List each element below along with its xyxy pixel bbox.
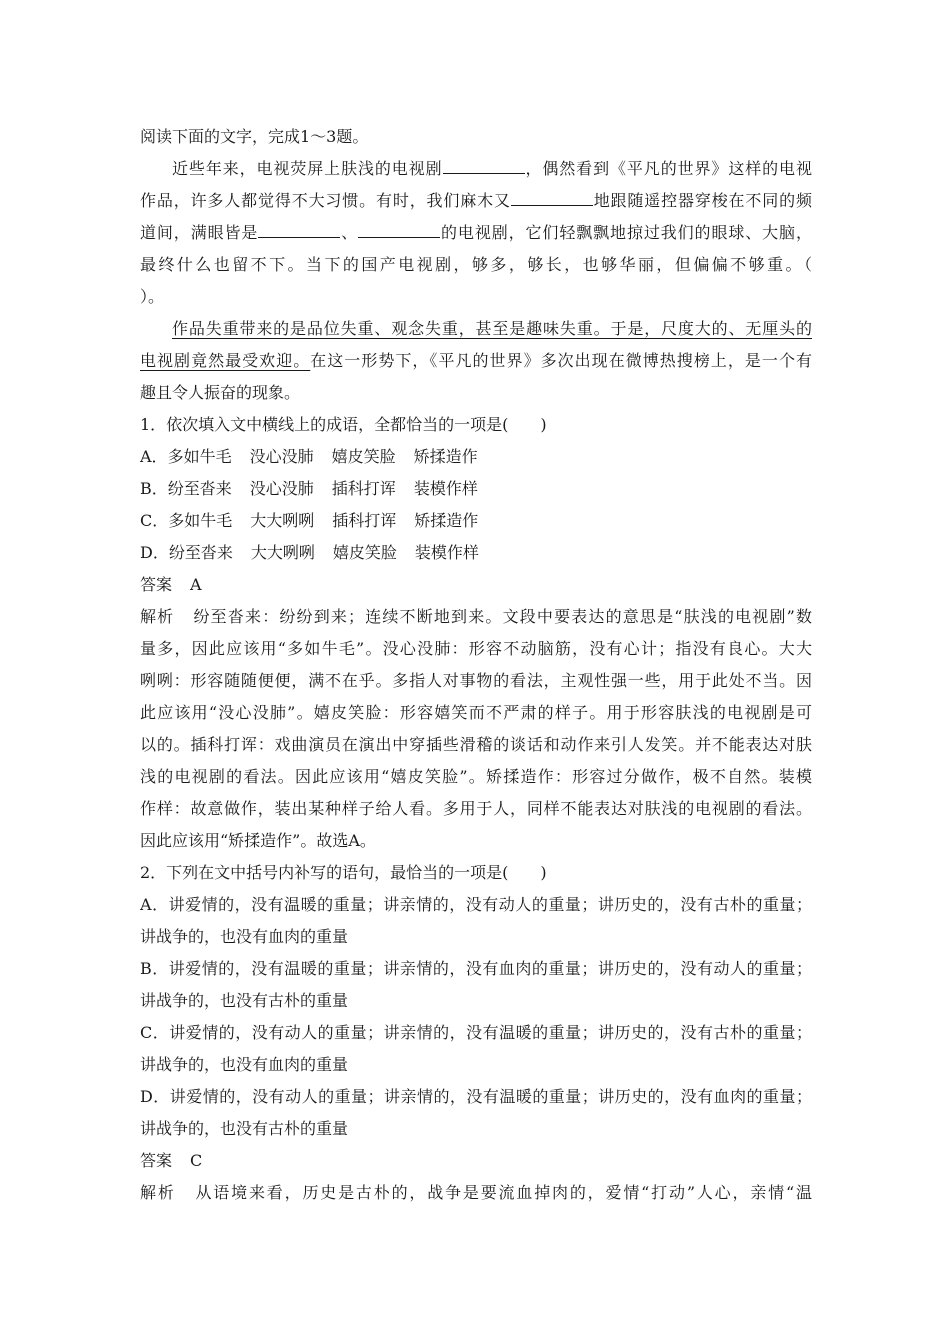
passage-line: 最终什么也留不下。当下的国产电视剧，够多，够长，也够华丽，但偏偏不够重。（ <box>140 255 812 274</box>
option-b: B．讲爱情的，没有温暖的重量；讲亲情的，没有血肉的重量；讲历史的，没有动人的重量； <box>140 959 812 978</box>
passage-text: 近些年来，电视荧屏上肤浅的电视剧 <box>172 159 443 178</box>
option-item: 矫揉造作 <box>413 447 478 466</box>
passage <box>140 153 812 409</box>
analysis-label: 解析 <box>140 607 175 626</box>
analysis-line <box>140 1177 812 1209</box>
analysis-line: 咧咧：形容随随便便，满不在乎。多指人对事物的看法，主观性强一些，用于此处不当。因 <box>140 671 812 690</box>
option-b-cont: 讲战争的，也没有古朴的重量 <box>140 991 349 1010</box>
passage-line <box>140 217 812 249</box>
option-item: 插科打诨 <box>331 479 396 498</box>
question-2 <box>140 857 812 1209</box>
answer-value: C <box>190 1151 203 1170</box>
option-c: C．讲爱情的，没有动人的重量；讲亲情的，没有温暖的重量；讲历史的，没有古朴的重量； <box>140 1023 812 1042</box>
passage-text: 道间，满眼皆是 <box>140 223 259 242</box>
option-letter: C． <box>140 511 169 530</box>
option-item: 嬉皮笑脸 <box>332 543 397 562</box>
option-a-cont: 讲战争的，也没有血肉的重量 <box>140 927 349 946</box>
intro-text: 阅读下面的文字，完成1～3题。 <box>140 127 369 146</box>
analysis-line: 量多，因此应该用“多如牛毛”。没心没肺：形容不动脑筋，没有心计；指没有良心。大大 <box>140 639 812 658</box>
option-item: 没心没肺 <box>249 447 314 466</box>
passage-text: 在这一形势下，《平凡的世界》多次出现在微博热搜榜上，是一个有 <box>310 351 812 370</box>
document-page <box>140 121 812 1209</box>
option-d: D．讲爱情的，没有动人的重量；讲亲情的，没有温暖的重量；讲历史的，没有血肉的重量； <box>140 1087 812 1106</box>
option-item: 插科打诨 <box>332 511 397 530</box>
option-item: 多如牛毛 <box>167 447 232 466</box>
option-letter: A． <box>140 447 168 466</box>
passage-text: 、 <box>340 223 359 242</box>
option-item: 大大咧咧 <box>250 543 315 562</box>
option-letter: D． <box>140 543 169 562</box>
analysis-line: 此应该用“没心没肺”。嬉皮笑脸：形容嬉笑而不严肃的样子。用于形容肤浅的电视剧是可 <box>140 703 812 722</box>
answer-label: 答案 <box>140 1151 173 1170</box>
passage-line <box>140 185 812 217</box>
analysis-label: 解析 <box>140 1183 176 1202</box>
option-item: 纷至沓来 <box>168 543 233 562</box>
option-item: 装模作样 <box>413 479 478 498</box>
underlined-sentence: 作品失重带来的是品位失重、观念失重，甚至是趣味失重。于是，尺度大的、无厘头的 <box>172 319 812 338</box>
analysis-line: 作样：故意做作，装出某种样子给人看。多用于人，同样不能表达对肤浅的电视剧的看法。 <box>140 799 812 818</box>
analysis-line: 以的。插科打诨：戏曲演员在演出中穿插些滑稽的谈话和动作来引人发笑。并不能表达对肤 <box>140 735 812 754</box>
analysis-line: 浅的电视剧的看法。因此应该用“嬉皮笑脸”。矫揉造作：形容过分做作，极不自然。装模 <box>140 767 812 786</box>
option-item: 多如牛毛 <box>168 511 233 530</box>
passage-text: 作品，许多人都觉得不大习惯。有时，我们麻木又 <box>140 191 511 210</box>
fill-blank <box>358 220 440 238</box>
option-item: 矫揉造作 <box>414 511 479 530</box>
option-b <box>140 473 812 505</box>
passage-line <box>140 313 812 345</box>
option-c-cont: 讲战争的，也没有血肉的重量 <box>140 1055 349 1074</box>
option-a: A．讲爱情的，没有温暖的重量；讲亲情的，没有动人的重量；讲历史的，没有古朴的重量； <box>140 895 812 914</box>
answer-value: A <box>190 575 202 594</box>
question-stem: 2．下列在文中括号内补写的语句，最恰当的一项是( ) <box>140 863 547 882</box>
fill-blank <box>443 156 525 174</box>
answer-line <box>140 1145 812 1177</box>
analysis-text: 从语境来看，历史是古朴的，战争是要流血掉肉的，爱情“打动”人心，亲情“温 <box>193 1183 812 1202</box>
passage-line <box>140 153 812 185</box>
passage-line: 趣且令人振奋的现象。 <box>140 383 301 402</box>
option-d <box>140 537 812 569</box>
passage-text: 地跟随遥控器穿梭在不同的频 <box>592 191 812 210</box>
analysis-line <box>140 601 812 633</box>
passage-line <box>140 345 812 377</box>
option-c <box>140 505 812 537</box>
passage-line: ）。 <box>140 287 165 306</box>
option-item: 没心没肺 <box>249 479 314 498</box>
passage-text: ，偶然看到《平凡的世界》这样的电视 <box>524 159 812 178</box>
option-item: 嬉皮笑脸 <box>331 447 396 466</box>
analysis-text: 纷至沓来：纷纷到来；连续不断地到来。文段中要表达的意思是“肤浅的电视剧”数 <box>192 607 812 626</box>
fill-blank <box>258 220 340 238</box>
option-letter: B． <box>140 479 168 498</box>
question-1 <box>140 409 812 857</box>
underlined-sentence: 电视剧竟然最受欢迎。 <box>140 351 311 370</box>
option-d-cont: 讲战争的，也没有古朴的重量 <box>140 1119 349 1138</box>
option-item: 大大咧咧 <box>250 511 315 530</box>
analysis-line: 因此应该用“矫揉造作”。故选A。 <box>140 831 376 850</box>
answer-label: 答案 <box>140 575 173 594</box>
answer-line <box>140 569 812 601</box>
option-item: 装模作样 <box>414 543 479 562</box>
passage-text: 的电视剧，它们轻飘飘地掠过我们的眼球、大脑， <box>440 223 812 242</box>
option-a <box>140 441 812 473</box>
fill-blank <box>511 188 593 206</box>
option-item: 纷至沓来 <box>167 479 232 498</box>
question-stem: 1．依次填入文中横线上的成语，全都恰当的一项是( ) <box>140 415 547 434</box>
